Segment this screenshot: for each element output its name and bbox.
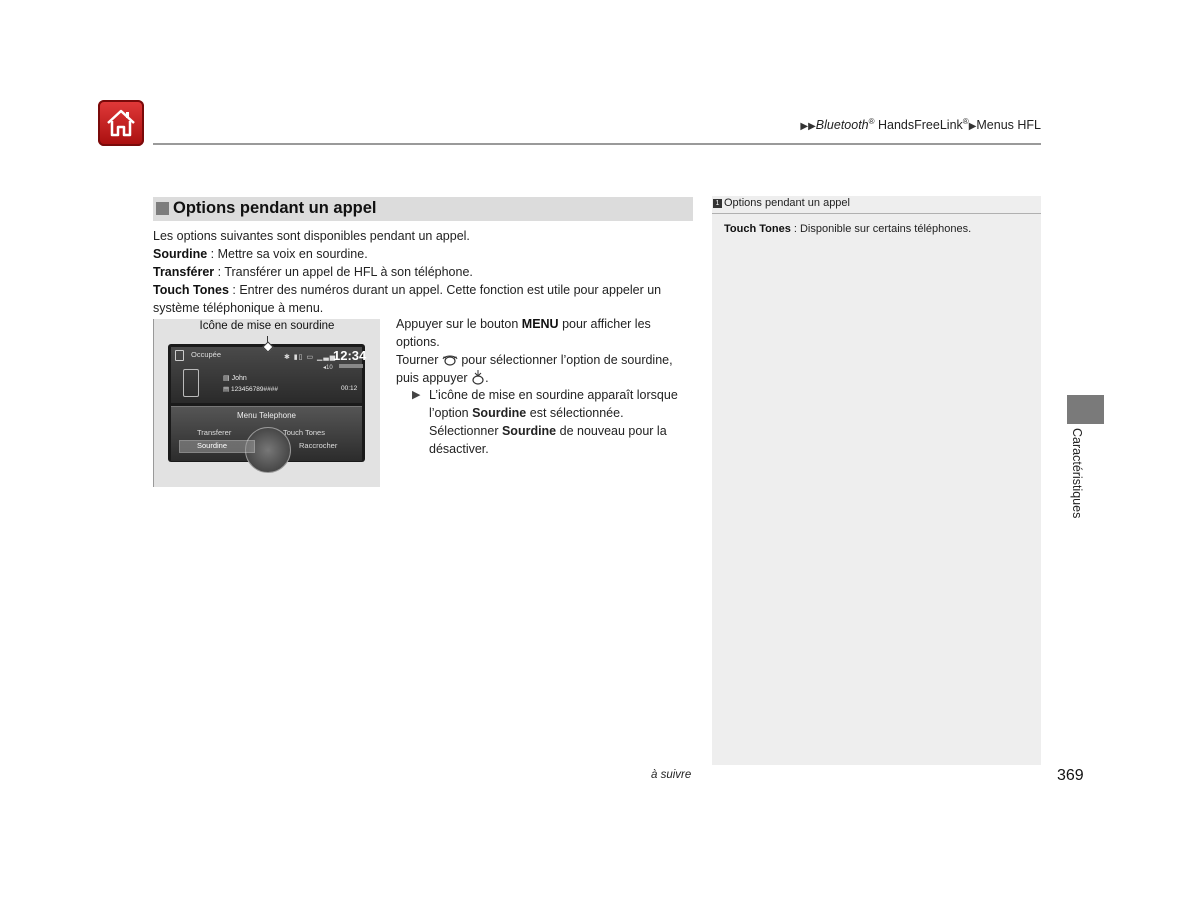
figure-caption: Icône de mise en sourdine — [199, 320, 335, 332]
menu-option-touch-tones[interactable]: Touch Tones — [283, 428, 325, 437]
touch-tones-term: Touch Tones — [153, 283, 229, 297]
menu-option-transferer[interactable]: Transferer — [197, 428, 232, 437]
step-2-text-end: . — [485, 371, 489, 385]
menu-button-term: MENU — [521, 317, 559, 331]
section-title: Options pendant un appel — [173, 199, 377, 217]
sourdine-term-2: Sourdine — [501, 424, 557, 438]
result-text — [429, 386, 696, 458]
result-text-c: est sélectionnée. Sélectionner — [429, 406, 624, 438]
sourdine-term: Sourdine — [153, 247, 208, 261]
sourdine-definition — [153, 245, 693, 263]
home-button[interactable] — [98, 100, 144, 146]
breadcrumb — [800, 117, 1041, 132]
call-status: Occupée — [191, 350, 222, 359]
touch-tones-desc: : Entrer des numéros durant un appel. Cette fonction est utile pour appeler un système téléphonique à menu. — [153, 283, 662, 315]
transferer-desc: : Transférer un appel de HFL à son téléphone. — [214, 265, 473, 279]
caller-name-text: John — [231, 375, 247, 382]
sourdine-term-1: Sourdine — [472, 406, 527, 420]
reference-icon: 1 — [713, 199, 722, 208]
press-knob-icon — [471, 369, 485, 385]
step-2-text: Tourner — [396, 353, 442, 367]
rotate-knob-icon — [442, 353, 458, 367]
volume-label: ◂10 — [323, 365, 333, 371]
call-duration: 00:12 — [341, 385, 358, 392]
handset-icon — [183, 369, 199, 397]
registered-mark: ® — [868, 117, 875, 126]
transferer-term: Transférer — [153, 265, 215, 279]
sourdine-desc: : Mettre sa voix en sourdine. — [207, 247, 368, 261]
clock: 12:34 — [333, 348, 367, 363]
phone-screen — [168, 344, 365, 462]
breadcrumb-arrow-icon: ▶ — [968, 121, 977, 133]
touch-tones-note-term: Touch Tones — [724, 223, 791, 235]
transferer-definition — [153, 263, 693, 281]
side-note-header — [712, 196, 1041, 214]
menu-title: Menu Telephone — [236, 411, 296, 420]
result-text-e: de nouveau pour la désactiver. — [429, 424, 667, 456]
breadcrumb-handsfreelink: HandsFreeLink — [874, 118, 963, 133]
page-number: 369 — [1057, 767, 1084, 784]
header-divider — [153, 143, 1041, 145]
step-2-text-mid: pour sélectionner l’option de sourdine, puis appuyer — [396, 353, 673, 385]
call-status-panel — [171, 347, 367, 403]
touch-tones-definition — [153, 281, 693, 317]
result-note — [412, 386, 696, 458]
side-note-title: Options pendant un appel — [724, 197, 850, 209]
volume-value: 10 — [326, 365, 333, 371]
menu-option-sourdine[interactable]: Sourdine — [197, 441, 228, 450]
side-note — [712, 196, 1041, 765]
step-2 — [396, 351, 696, 387]
house-icon — [105, 107, 137, 139]
section-square-icon — [156, 202, 169, 215]
screen-figure — [153, 319, 380, 487]
chapter-label-text: Caractéristiques — [1070, 428, 1084, 519]
bluetooth-mute-icons: ✱ ▮▯ ▭ ▁▃▅ — [284, 354, 337, 361]
breadcrumb-bluetooth: Bluetooth — [815, 118, 869, 133]
menu-option-raccrocher[interactable]: Raccrocher — [299, 441, 338, 450]
intro-line: Les options suivantes sont disponibles pendant un appel. — [153, 229, 470, 243]
step-1-text: Appuyer sur le bouton — [396, 317, 522, 331]
step-1 — [396, 315, 696, 351]
side-note-body — [724, 223, 1034, 235]
phone-status-icon — [175, 350, 184, 361]
caller-name: ▤ John — [223, 375, 247, 382]
registered-mark: ® — [962, 117, 969, 126]
continue-note: à suivre — [651, 769, 692, 781]
chapter-tab[interactable] — [1067, 395, 1104, 424]
breadcrumb-arrow-icon: ▶▶ — [800, 121, 816, 133]
step-1-text-end: pour afficher les options. — [396, 317, 651, 349]
caller-number-text: 123456789#### — [230, 386, 278, 393]
breadcrumb-menus-hfl[interactable]: Menus HFL — [976, 118, 1041, 133]
volume-bar — [339, 364, 363, 368]
phone-menu-panel — [171, 406, 362, 461]
section-heading — [153, 197, 693, 221]
touch-tones-note-text: : Disponible sur certains téléphones. — [790, 223, 972, 235]
chapter-label — [1062, 424, 1088, 534]
intro-paragraph — [153, 227, 693, 317]
caller-number: ▤ 123456789#### — [223, 386, 278, 393]
result-text-a: L’icône de mise en sourdine apparaît lorsque l’option — [429, 388, 678, 420]
result-arrow-icon: ▶ — [412, 389, 421, 401]
instruction-steps — [396, 315, 696, 387]
